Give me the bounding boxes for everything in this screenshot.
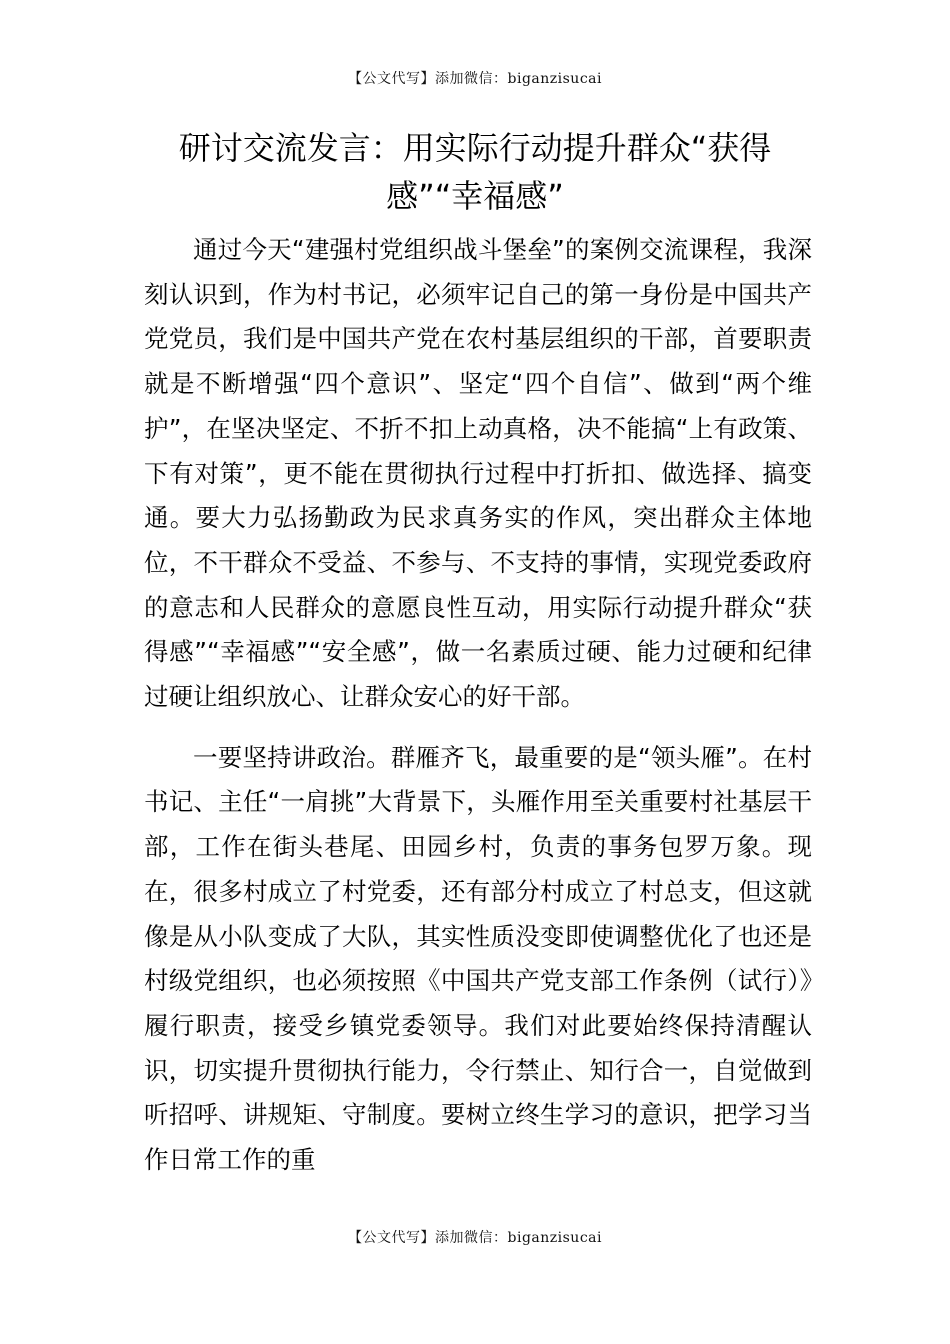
document-body	[144, 228, 812, 1183]
paragraph-point-one: 一要坚持讲政治。群雁齐飞，最重要的是“领头雁”。在村书记、主任“一肩挑”大背景下，头雁作用至关重要村社基层干部，工作在街头巷尾、田园乡村，负责的事务包罗万象。现在，很多村成立了村党委，还有部分村成立了村总支，但这就像是从小队变成了大队，其实性质没变即使调整优化了也还是村级党组织，也必须按照《中国共产党支部工作条例（试行）》履行职责，接受乡镇党委领导。我们对此要始终保持清醒认识，切实提升贯彻执行能力，令行禁止、知行合一，自觉做到听招呼、讲规矩、守制度。要树立终生学习的意识，把学习当作日常工作的重	[144, 742, 812, 1175]
paragraph-intro: 通过今天“建强村党组织战斗堡垒”的案例交流课程，我深刻认识到，作为村书记，必须牢记自己的第一身份是中国共产党党员，我们是中国共产党在农村基层组织的干部，首要职责就是不断增强“四个意识”、坚定“四个自信”、做到“两个维护”，在坚决坚定、不折不扣上动真格，决不能搞“上有政策、下有对策”，更不能在贯彻执行过程中打折扣、做选择、搞变通。要大力弘扬勤政为民求真务实的作风，突出群众主体地位，不干群众不受益、不参与、不支持的事情，实现党委政府的意志和人民群众的意愿良性互动，用实际行动提升群众“获得感”“幸福感”“安全感”，做一名素质过硬、能力过硬和纪律过硬让组织放心、让群众安心的好干部。	[144, 235, 812, 712]
document-title: 研讨交流发言：用实际行动提升群众“获得感”“幸福感”	[178, 129, 772, 215]
page-footer-watermark: 【公文代写】添加微信：biganzisucai	[348, 1230, 602, 1246]
page-header-watermark: 【公文代写】添加微信：biganzisucai	[348, 71, 602, 87]
